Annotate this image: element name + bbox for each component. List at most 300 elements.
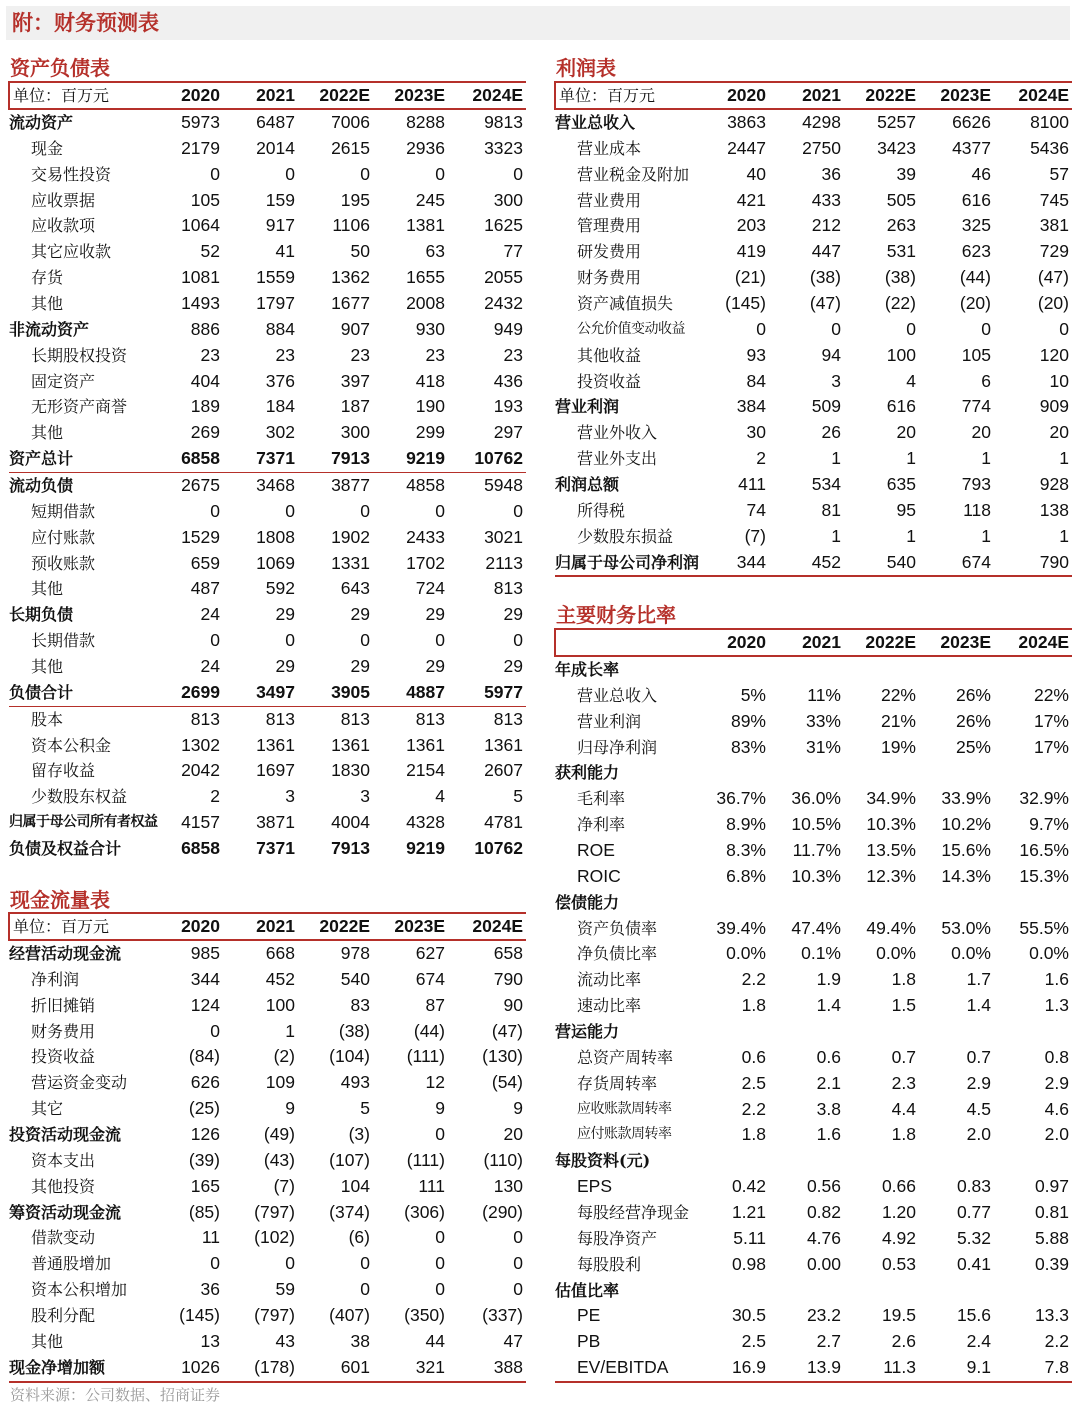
- cell-value: 300: [493, 189, 523, 210]
- row-label: 长期负债: [9, 605, 74, 625]
- cell-value: 0: [360, 630, 370, 651]
- table-row: [9, 940, 526, 967]
- cell-value: 74: [746, 499, 766, 520]
- cell-value: 47.4%: [791, 917, 841, 938]
- row-label: 长期借款: [31, 631, 96, 651]
- cell-value: 0: [285, 500, 295, 521]
- row-label: 固定资产: [31, 371, 96, 391]
- cell-value: 643: [340, 578, 370, 599]
- cell-value: 404: [190, 370, 220, 391]
- cell-value: 29: [275, 604, 295, 625]
- row-label: 长期股权投资: [31, 345, 128, 365]
- cell-value: 1.8: [741, 995, 766, 1016]
- row-label: 其他: [31, 294, 64, 314]
- cell-value: 724: [415, 578, 445, 599]
- cell-value: 0: [435, 630, 445, 651]
- cell-value: [769, 1019, 844, 1045]
- year-header: 2023E: [919, 82, 994, 109]
- cell-value: 1830: [331, 760, 370, 781]
- row-label: 投资收益: [577, 371, 642, 391]
- cell-value: (350): [404, 1305, 445, 1326]
- cell-value: 928: [1039, 474, 1069, 495]
- unit-label: 单位：百万元: [9, 913, 155, 940]
- cell-value: 985: [190, 943, 220, 963]
- cell-value: [701, 1148, 769, 1174]
- cell-value: 24: [200, 656, 220, 677]
- table-row: [555, 1019, 1072, 1045]
- cell-value: 813: [190, 708, 220, 729]
- row-label: EV/EBITDA: [555, 1355, 701, 1382]
- row-label: PE: [577, 1305, 601, 1326]
- header-row: [9, 913, 526, 940]
- cell-value: 3468: [256, 475, 295, 496]
- row-label: 负债及权益合计: [9, 839, 122, 859]
- cell-value: 3423: [877, 137, 916, 158]
- cell-value: 0.7: [891, 1046, 916, 1067]
- row-label: 财务费用: [31, 1021, 96, 1041]
- table-row: [9, 473, 526, 499]
- row-label: 非流动资产: [9, 319, 90, 339]
- cell-value: 447: [811, 241, 841, 262]
- cell-value: 4887: [373, 680, 448, 706]
- row-label: 其他: [31, 657, 64, 677]
- cell-value: 3323: [484, 137, 523, 158]
- cell-value: (38): [338, 1020, 370, 1041]
- row-label: 其他收益: [577, 345, 642, 365]
- row-label: 营运资金变动: [31, 1073, 128, 1093]
- cell-value: 376: [265, 370, 295, 391]
- row-label: 普通股增加: [31, 1254, 112, 1274]
- cell-value: (110): [483, 1149, 523, 1170]
- cell-value: 297: [493, 422, 523, 443]
- cell-value: 6858: [155, 446, 223, 472]
- table-row: [9, 109, 526, 136]
- cell-value: (145): [179, 1305, 220, 1326]
- row-label: 所得税: [577, 500, 626, 520]
- row-label: 交易性投资: [31, 164, 112, 184]
- table-row: [555, 291, 1072, 317]
- table-row: [555, 890, 1072, 916]
- cell-value: 19%: [880, 736, 916, 757]
- cell-value: (38): [809, 267, 841, 288]
- cell-value: [919, 760, 994, 786]
- cell-value: 0.77: [956, 1202, 991, 1223]
- row-label: 留存收益: [31, 761, 96, 781]
- cell-value: [919, 1278, 994, 1304]
- table-row: [9, 1019, 526, 1045]
- cell-value: (84): [188, 1046, 220, 1067]
- cell-value: 0: [210, 1253, 220, 1274]
- year-header: 2021: [223, 913, 298, 940]
- cell-value: 33.9%: [941, 788, 991, 809]
- cell-value: [994, 1148, 1072, 1174]
- table-row: [9, 1355, 526, 1382]
- table-row: [9, 1096, 526, 1122]
- cell-value: (22): [884, 293, 916, 314]
- cell-value: 7006: [331, 112, 370, 132]
- cell-value: 884: [265, 318, 295, 339]
- row-label: 营业利润: [555, 397, 620, 417]
- cell-value: 0.7: [966, 1046, 991, 1067]
- cell-value: 83%: [730, 736, 766, 757]
- row-label: 短期借款: [31, 501, 96, 521]
- cell-value: 1.20: [881, 1202, 916, 1223]
- cell-value: 30.5: [731, 1305, 766, 1326]
- table-row: [9, 810, 526, 836]
- cell-value: 1361: [331, 734, 370, 755]
- cell-value: 1: [1059, 525, 1069, 546]
- table-row: [555, 162, 1072, 188]
- cell-value: 0: [210, 163, 220, 184]
- cell-value: 11.3: [844, 1355, 919, 1382]
- cell-value: 6487: [256, 112, 295, 132]
- cell-value: 36.7%: [716, 788, 766, 809]
- cell-value: 29: [350, 604, 370, 625]
- cell-value: 0.0%: [1029, 943, 1069, 964]
- cell-value: 658: [493, 943, 523, 963]
- cell-value: 13.5%: [866, 840, 916, 861]
- cell-value: 1625: [484, 215, 523, 236]
- table-row: [555, 967, 1072, 993]
- cell-value: (2): [273, 1046, 295, 1067]
- cell-value: 39: [896, 163, 916, 184]
- cell-value: 813: [415, 708, 445, 729]
- cell-value: 1: [285, 1020, 295, 1041]
- cell-value: (290): [482, 1201, 523, 1222]
- cell-value: 30: [746, 422, 766, 443]
- cell-value: 1331: [331, 552, 370, 573]
- cell-value: 1.4: [816, 995, 841, 1016]
- cell-value: 20: [1049, 422, 1069, 443]
- cell-value: 40: [746, 163, 766, 184]
- cell-value: 269: [190, 422, 220, 443]
- cell-value: 0.53: [881, 1253, 916, 1274]
- cell-value: 17%: [1033, 736, 1069, 757]
- cell-value: 36.0%: [791, 788, 841, 809]
- cell-value: (54): [491, 1072, 523, 1093]
- cell-value: [769, 656, 844, 683]
- cell-value: 2.2: [1044, 1331, 1069, 1352]
- table-row: [9, 1200, 526, 1226]
- cell-value: 384: [736, 396, 766, 417]
- cell-value: [919, 1148, 994, 1174]
- cell-value: 1702: [406, 552, 445, 573]
- cell-value: 2014: [256, 137, 295, 158]
- table-row: [9, 265, 526, 291]
- cell-value: 1106: [332, 215, 370, 236]
- cell-value: [844, 656, 919, 683]
- cell-value: 1.6: [1044, 969, 1069, 990]
- row-label: 其它: [31, 1099, 64, 1119]
- cell-value: [701, 760, 769, 786]
- cell-value: (130): [482, 1046, 523, 1067]
- cell-value: 0.97: [1034, 1176, 1069, 1197]
- cell-value: 41: [275, 241, 295, 262]
- row-label: 利润总额: [555, 475, 620, 495]
- cell-value: 52: [200, 241, 220, 262]
- cell-value: 4: [906, 370, 916, 391]
- table-row: [555, 265, 1072, 291]
- cell-value: 813: [340, 708, 370, 729]
- row-label: 营业外支出: [577, 449, 658, 469]
- cell-value: [919, 1019, 994, 1045]
- row-label: 其它应收款: [31, 242, 112, 262]
- row-label: 营业外收入: [577, 423, 658, 443]
- cell-value: (6): [348, 1227, 370, 1248]
- cell-value: 4157: [181, 812, 220, 833]
- cell-value: 300: [340, 422, 370, 443]
- row-label: 其他: [31, 579, 64, 599]
- cell-value: 89%: [730, 710, 766, 731]
- row-label: 流动资产: [9, 113, 74, 132]
- cell-value: 120: [1039, 344, 1069, 365]
- table-row: [555, 760, 1072, 786]
- cell-value: (43): [263, 1149, 295, 1170]
- year-header: 2023E: [919, 629, 994, 656]
- cell-value: 190: [415, 396, 445, 417]
- cell-value: 0.0%: [951, 943, 991, 964]
- table-row: [9, 394, 526, 420]
- cell-value: 0.0%: [726, 943, 766, 964]
- cell-value: 2699: [155, 680, 223, 706]
- table-row: [555, 1122, 1072, 1148]
- cell-value: 212: [811, 215, 841, 236]
- cell-value: 5.88: [1034, 1227, 1069, 1248]
- cell-value: 23: [350, 344, 370, 365]
- cell-value: 16.9: [701, 1355, 769, 1382]
- row-label: 资产减值损失: [577, 294, 674, 314]
- row-label: ROIC: [577, 865, 621, 886]
- cell-value: 1655: [406, 267, 445, 288]
- cell-value: 118: [963, 499, 991, 520]
- row-label: 少数股东权益: [31, 787, 128, 807]
- cell-value: 344: [701, 550, 769, 577]
- table-row: [9, 836, 526, 862]
- cell-value: 5: [360, 1098, 370, 1119]
- cell-value: 325: [961, 215, 991, 236]
- cell-value: (178): [223, 1355, 298, 1382]
- cell-value: 0: [360, 1253, 370, 1274]
- cell-value: 1: [906, 525, 916, 546]
- cell-value: 0: [513, 1279, 523, 1300]
- cell-value: 729: [1039, 241, 1069, 262]
- row-label: 股利分配: [31, 1306, 96, 1326]
- cell-value: 7913: [331, 838, 370, 859]
- cell-value: 100: [265, 994, 295, 1015]
- cell-value: (7): [273, 1175, 295, 1196]
- table-row: [555, 941, 1072, 967]
- cell-value: 0: [360, 1279, 370, 1300]
- row-label: 无形资产商誉: [31, 397, 128, 417]
- cell-value: 1.6: [816, 1124, 841, 1145]
- cell-value: [919, 656, 994, 683]
- table-row: [555, 394, 1072, 420]
- cell-value: 57: [1049, 163, 1069, 184]
- cell-value: 23: [503, 344, 523, 365]
- cell-value: 83: [350, 994, 370, 1015]
- cell-value: 38: [350, 1330, 370, 1351]
- cell-value: 1677: [331, 293, 370, 314]
- cell-value: [701, 1278, 769, 1304]
- cell-value: 10.3%: [791, 865, 841, 886]
- cell-value: 493: [340, 1072, 370, 1093]
- cell-value: 592: [265, 578, 295, 599]
- cashflow-table: [8, 912, 526, 1383]
- row-label: ROE: [577, 840, 615, 861]
- cell-value: (25): [188, 1098, 220, 1119]
- cell-value: 388: [448, 1355, 526, 1382]
- row-label: 年成长率: [555, 660, 620, 679]
- row-label: 净利率: [577, 815, 626, 835]
- table-row: [9, 576, 526, 602]
- cell-value: 0.66: [881, 1176, 916, 1197]
- cell-value: [844, 1148, 919, 1174]
- cell-value: 0.1%: [801, 943, 841, 964]
- cell-value: 0: [435, 500, 445, 521]
- cell-value: 2113: [485, 552, 523, 573]
- cell-value: 2179: [181, 137, 220, 158]
- cell-value: 4004: [331, 812, 370, 833]
- cell-value: 4298: [802, 112, 841, 132]
- unit-label: 单位：百万元: [555, 82, 701, 109]
- row-label: 研发费用: [577, 242, 642, 262]
- cell-value: 1808: [256, 526, 295, 547]
- cell-value: 1.5: [891, 995, 916, 1016]
- cell-value: [844, 890, 919, 916]
- year-header: 2022E: [298, 82, 373, 109]
- cell-value: 93: [746, 344, 766, 365]
- cell-value: 0: [1059, 318, 1069, 339]
- cell-value: [769, 760, 844, 786]
- cell-value: 813: [265, 708, 295, 729]
- table-row: [9, 1044, 526, 1070]
- cell-value: 2615: [331, 137, 370, 158]
- row-label: EPS: [577, 1176, 613, 1197]
- cell-value: 26: [821, 422, 841, 443]
- cell-value: 10762: [474, 838, 523, 859]
- cell-value: 813: [493, 708, 523, 729]
- cell-value: 36: [200, 1279, 220, 1300]
- cell-value: 20: [503, 1124, 523, 1145]
- cell-value: 0.41: [956, 1253, 991, 1274]
- cell-value: 22%: [880, 684, 916, 705]
- cell-value: 1: [831, 525, 841, 546]
- table-row: [555, 1097, 1072, 1123]
- table-row: [555, 239, 1072, 265]
- cell-value: 2008: [406, 293, 445, 314]
- income-statement-title: 利润表: [556, 56, 616, 80]
- cell-value: 15.6%: [941, 840, 991, 861]
- table-row: [9, 680, 526, 706]
- row-label: 现金净增加额: [9, 1355, 155, 1382]
- table-row: [555, 1355, 1072, 1382]
- cell-value: 1697: [256, 760, 295, 781]
- cell-value: 9219: [406, 838, 445, 859]
- table-row: [9, 162, 526, 188]
- cell-value: [994, 1278, 1072, 1304]
- cell-value: 111: [418, 1175, 445, 1196]
- cell-value: 0: [513, 1227, 523, 1248]
- row-label: 净负债比率: [577, 944, 658, 964]
- cell-value: 1: [981, 448, 991, 469]
- cell-value: 0: [513, 1253, 523, 1274]
- cell-value: 3497: [223, 680, 298, 706]
- cell-value: 0: [513, 630, 523, 651]
- table-row: [9, 733, 526, 759]
- cell-value: 9: [513, 1098, 523, 1119]
- cell-value: 674: [919, 550, 994, 577]
- table-row: [555, 472, 1072, 498]
- cell-value: 659: [190, 552, 220, 573]
- table-row: [9, 446, 526, 472]
- year-header: 2024E: [994, 629, 1072, 656]
- table-row: [555, 864, 1072, 890]
- table-row: [9, 551, 526, 577]
- row-label: 营业总收入: [555, 113, 636, 132]
- cell-value: 10.2%: [941, 814, 991, 835]
- cell-value: 509: [811, 396, 841, 417]
- unit-label: [555, 629, 701, 656]
- cell-value: 49.4%: [866, 917, 916, 938]
- year-header: 2022E: [844, 82, 919, 109]
- cell-value: [919, 890, 994, 916]
- table-row: [9, 1122, 526, 1148]
- cell-value: 7.8: [994, 1355, 1072, 1382]
- cell-value: 321: [373, 1355, 448, 1382]
- cell-value: 3: [360, 786, 370, 807]
- header-row: [555, 629, 1072, 656]
- cell-value: 29: [275, 656, 295, 677]
- row-label: 其他: [31, 1331, 64, 1351]
- table-row: [555, 188, 1072, 214]
- ratios-title: 主要财务比率: [556, 603, 676, 627]
- cell-value: 4.6: [1044, 1098, 1069, 1119]
- cell-value: 1.8: [891, 969, 916, 990]
- cell-value: (39): [188, 1149, 220, 1170]
- cell-value: 55.5%: [1019, 917, 1069, 938]
- cell-value: 32.9%: [1019, 788, 1069, 809]
- year-header: 2020: [701, 629, 769, 656]
- cell-value: [844, 1278, 919, 1304]
- cell-value: 3021: [484, 526, 523, 547]
- cell-value: 2432: [484, 293, 523, 314]
- cell-value: 23: [275, 344, 295, 365]
- cell-value: 20: [896, 422, 916, 443]
- year-header: 2020: [155, 913, 223, 940]
- row-label: 流动负债: [9, 476, 74, 496]
- cell-value: 302: [265, 422, 295, 443]
- cell-value: 0: [435, 1279, 445, 1300]
- row-label: 资产总计: [9, 446, 155, 472]
- cell-value: 421: [736, 189, 766, 210]
- row-label: 折旧摊销: [31, 995, 96, 1015]
- table-row: [555, 683, 1072, 709]
- year-header: 2023E: [373, 913, 448, 940]
- cell-value: 9813: [484, 112, 523, 132]
- cell-value: 5257: [877, 112, 916, 132]
- cell-value: 0.56: [806, 1176, 841, 1197]
- cell-value: 4.4: [891, 1098, 916, 1119]
- cell-value: (21): [734, 267, 766, 288]
- cell-value: 616: [886, 396, 916, 417]
- cell-value: (7): [744, 525, 766, 546]
- cell-value: 623: [961, 241, 991, 262]
- cell-value: 2.7: [816, 1331, 841, 1352]
- cell-value: 1362: [331, 267, 370, 288]
- cell-value: 452: [769, 550, 844, 577]
- cell-value: 1361: [256, 734, 295, 755]
- year-header: 2021: [223, 82, 298, 109]
